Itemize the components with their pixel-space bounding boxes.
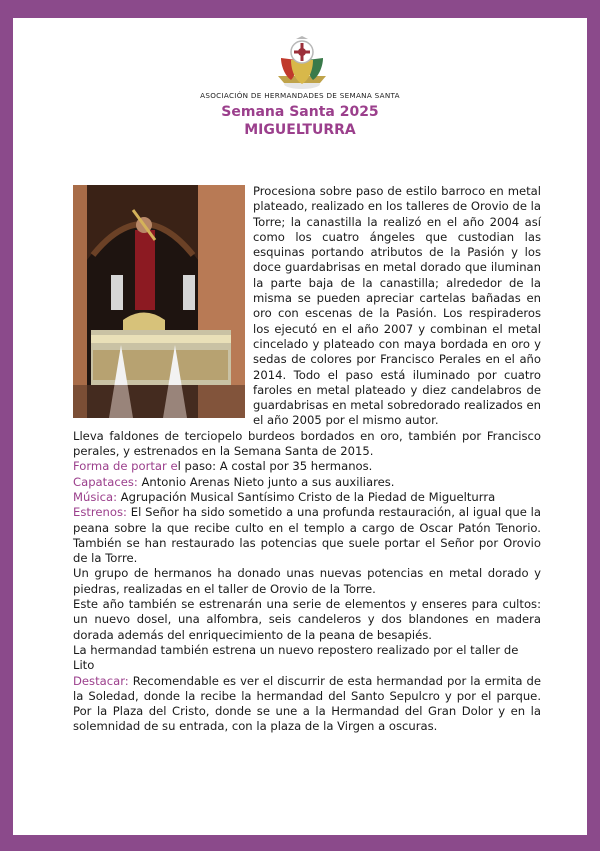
destacar-paragraph [73, 674, 541, 735]
town-title: MIGUELTURRA [244, 122, 356, 138]
association-crest-icon [275, 36, 329, 92]
association-name: ASOCIACIÓN DE HERMANDADES DE SEMANA SANTA [200, 91, 400, 100]
capataces-value: Antonio Arenas Nieto junto a sus auxiliares. [137, 474, 395, 489]
faldones-paragraph: Lleva faldones de terciopelo burdeos bordados en oro, también por Francisco perales, y estrenados en la Semana Santa de 2015. [73, 428, 541, 459]
main-content [73, 184, 541, 735]
estrenos-value: El Señor ha sido sometido a una profunda restauración, al igual que la peana sobre la que recibe culto en el templo a cargo de Oscar Patón Tenorio. También se han restaurado las potencias que suele portar el Señor por Orovio de la Torre. [73, 505, 541, 566]
este-ano-paragraph: Este año también se estrenarán una serie de elementos y enseres para cultos: un nuevo dosel, una alfombra, seis candeleros y dos blandones en madera dorada además del enriquecimiento de la peana de besapiés. [73, 597, 541, 642]
musica-label: Música: [73, 489, 117, 504]
page-sheet [13, 18, 587, 835]
grupo-paragraph: Un grupo de hermanos ha donado unas nuevas potencias en metal dorado y piedras, realizadas en el taller de Orovio de la Torre. [73, 566, 541, 596]
forma-portar-label: Forma de portar e [73, 459, 178, 474]
page-title: Semana Santa 2025 [221, 104, 379, 120]
destacar-label: Destacar: [73, 673, 129, 688]
estrenos-label: Estrenos: [73, 505, 127, 520]
estrenos-paragraph [73, 505, 541, 566]
forma-portar-value: l paso: A costal por 35 hermanos. [177, 459, 373, 474]
procession-photo [73, 185, 245, 418]
repostero-line: La hermandad también estrena un nuevo repostero realizado por el taller de Lito [73, 642, 519, 673]
description-paragraph: Procesiona sobre paso de estilo barroco en metal plateado, realizado en los talleres de Orovio de la Torre; la canastilla la realizó en el año 2004 así como los cuatro ángeles que custodian las esquinas portando atributos de la Pasión y los doce guardabrisas en metal dorado que iluminan la parte baja de la canastilla; alrededor de la misma se pueden apreciar cartelas bañadas en oro con escenas de la Pasión. Los respiraderos los ejecutó en el año 2007 y combinan el metal cincelado y plateado con maya bordada en oro y sedas de colores por Francisco Perales en el año 2014. Todo el paso está iluminado por cuatro faroles en metal plateado y diez candelabros de guardabrisas en metal sobredorado realizados en el año 2005 por el mismo autor. [253, 184, 541, 428]
capataces-label: Capataces: [73, 474, 138, 489]
destacar-value: Recomendable es ver el discurrir de esta hermandad por la ermita de la Soledad, donde la recibe la hermandad del Santo Sepulcro y por el parque. Por la Plaza del Cristo, donde se une a la Hermandad del Gran Dolor y en la solemnidad de su entrada, con la plaza de la Virgen a oscuras. [73, 673, 541, 734]
musica-value: Agrupación Musical Santísimo Cristo de la Piedad de Miguelturra [117, 489, 496, 504]
forma-portar-line [73, 459, 541, 474]
musica-line [73, 490, 541, 505]
capataces-line [73, 475, 541, 490]
